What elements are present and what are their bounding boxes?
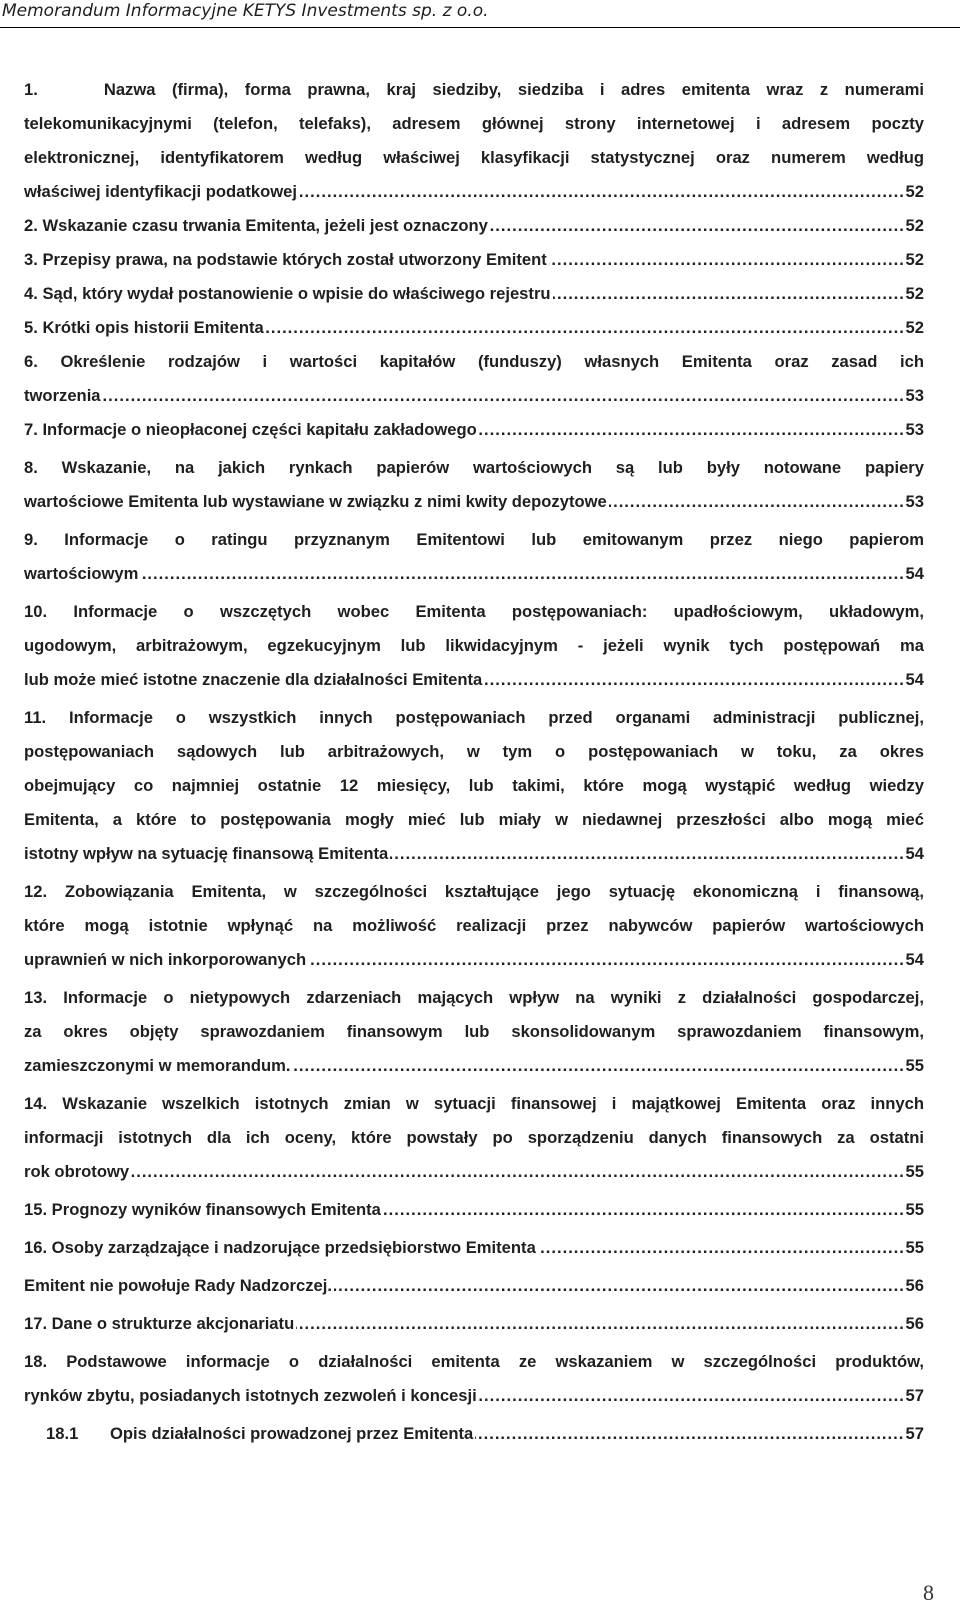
toc-entry-line: informacji istotnych dla ich oceny, które powstały po sporządzeniu danych finansowych za ostatni: [24, 1128, 924, 1147]
toc-page-number: 52: [904, 243, 924, 277]
toc-entry[interactable]: [24, 413, 924, 447]
toc-entry-last-line: [24, 311, 924, 345]
toc-entry-last-line: [24, 557, 924, 591]
toc-entry-line: ugodowym, arbitrażowym, egzekucyjnym lub likwidacyjnym - jeżeli wynik tych postępowań ma: [24, 636, 924, 655]
toc-entry[interactable]: [24, 311, 924, 345]
toc-entry-title: 7. Informacje o nieopłaconej części kapitału zakładowego: [24, 420, 477, 439]
toc-entry-title: [46, 1424, 475, 1443]
toc-entry-last-line: [24, 1269, 924, 1303]
toc-entry-last-line: [24, 485, 924, 519]
toc-entry[interactable]: [24, 523, 924, 591]
toc-sub-title: Opis działalności prowadzonej przez Emitenta: [110, 1424, 474, 1443]
toc-entry-title: 3. Przepisy prawa, na podstawie których został utworzony Emitent: [24, 250, 547, 269]
toc-entry-line: 6. Określenie rodzajów i wartości kapitałów (funduszy) własnych Emitenta oraz zasad ich: [24, 352, 924, 371]
toc-entry-line: 14. Wskazanie wszelkich istotnych zmian w sytuacji finansowej i majątkowej Emitenta oraz innych: [24, 1094, 924, 1113]
toc-page-number: 53: [904, 379, 924, 413]
toc-sub-number: 18.1: [46, 1424, 79, 1443]
toc-entry-line: obejmujący co najmniej ostatnie 12 miesięcy, lub takimi, które mogą wystąpić według wiedzy: [24, 776, 924, 795]
toc-entry[interactable]: [24, 345, 924, 413]
toc-entry-title: rok obrotowy: [24, 1162, 130, 1181]
toc-entry-line: postępowaniach sądowych lub arbitrażowych, w tym o postępowaniach w toku, za okres: [24, 742, 924, 761]
toc-entry-title: tworzenia: [24, 386, 101, 405]
toc-entry[interactable]: [24, 277, 924, 311]
toc-page-number: 57: [904, 1379, 924, 1413]
toc-entry-last-line: [24, 1155, 924, 1189]
toc-entry-title: istotny wpływ na sytuację finansową Emitenta: [24, 844, 389, 863]
toc-entry[interactable]: [24, 451, 924, 519]
toc-entry-line: które mogą istotnie wpłynąć na możliwość realizacji przez nabywców papierów wartościowych: [24, 916, 924, 935]
toc-entry-last-line: [24, 1379, 924, 1413]
toc-entry-last-line: [24, 209, 924, 243]
toc-entry-title: uprawnień w nich inkorporowanych: [24, 950, 307, 969]
toc-page-number: 53: [904, 413, 924, 447]
toc-page-number: 56: [904, 1307, 924, 1341]
toc-entry-line: za okres objęty sprawozdaniem finansowym lub skonsolidowanym sprawozdaniem finansowym,: [24, 1022, 924, 1041]
toc-page-number: 54: [904, 663, 924, 697]
toc-page-number: 52: [904, 175, 924, 209]
toc-entry-title: lub może mieć istotne znaczenie dla działalności Emitenta: [24, 670, 483, 689]
toc-entry-last-line: [24, 175, 924, 209]
toc-entry-last-line: [24, 1231, 924, 1265]
table-of-contents: [24, 73, 924, 1451]
page-number: 8: [923, 1580, 934, 1605]
toc-entry-title: 2. Wskazanie czasu trwania Emitenta, jeżeli jest oznaczony: [24, 216, 488, 235]
toc-entry-line: 10. Informacje o wszczętych wobec Emitenta postępowaniach: upadłościowym, układowym,: [24, 602, 924, 621]
running-header: Memorandum Informacyjne KETYS Investments sp. z o.o.: [2, 1, 489, 21]
toc-entry-last-line: [24, 943, 924, 977]
toc-entry-title: zamieszczonymi w memorandum.: [24, 1056, 291, 1075]
toc-entry-title: 17. Dane o strukturze akcjonariatu: [24, 1314, 295, 1333]
toc-entry-title: 5. Krótki opis historii Emitenta: [24, 318, 264, 337]
toc-entry[interactable]: [24, 1231, 924, 1265]
toc-entry-line: 1. Nazwa (firma), forma prawna, kraj siedziby, siedziba i adres emitenta wraz z numerami: [24, 80, 924, 99]
toc-entry-last-line: [24, 413, 924, 447]
toc-entry-last-line: [24, 1307, 924, 1341]
toc-entry-last-line: [24, 663, 924, 697]
toc-entry-last-line: [24, 1049, 924, 1083]
toc-page-number: 52: [904, 209, 924, 243]
toc-entry[interactable]: [24, 243, 924, 277]
toc-page-number: 55: [904, 1049, 924, 1083]
toc-entry-line: Emitenta, a które to postępowania mogły mieć lub miały w niedawnej przeszłości albo mogą mieć: [24, 810, 924, 829]
toc-entry-line: 9. Informacje o ratingu przyznanym Emitentowi lub emitowanym przez niego papierom: [24, 530, 924, 549]
toc-page-number: 57: [904, 1417, 924, 1451]
toc-entry-last-line: [46, 1417, 924, 1451]
toc-entry-line: 11. Informacje o wszystkich innych postępowaniach przed organami administracji publicznej,: [24, 708, 924, 727]
toc-page-number: 56: [904, 1269, 924, 1303]
toc-entry[interactable]: [24, 1087, 924, 1189]
toc-page-number: 54: [904, 837, 924, 871]
toc-entry-title: właściwej identyfikacji podatkowej: [24, 182, 297, 201]
toc-page-number: 55: [904, 1231, 924, 1265]
toc-entry[interactable]: [24, 1193, 924, 1227]
toc-page-number: 52: [904, 311, 924, 345]
toc-entry-title: 16. Osoby zarządzające i nadzorujące przedsiębiorstwo Emitenta: [24, 1238, 536, 1257]
toc-page-number: 55: [904, 1155, 924, 1189]
toc-entry[interactable]: [24, 875, 924, 977]
toc-entry-line: 18. Podstawowe informacje o działalności emitenta ze wskazaniem w szczególności produktów,: [24, 1352, 924, 1371]
toc-page-number: 54: [904, 557, 924, 591]
toc-entry-line: 13. Informacje o nietypowych zdarzeniach mających wpływ na wyniki z działalności gospodarczej,: [24, 988, 924, 1007]
toc-entry-title: wartościowe Emitenta lub wystawiane w związku z nimi kwity depozytowe: [24, 492, 607, 511]
toc-entry-title: wartościowym: [24, 564, 139, 583]
toc-entry[interactable]: [24, 73, 924, 209]
toc-sub-entry[interactable]: [24, 1417, 924, 1451]
toc-page-number: 54: [904, 943, 924, 977]
toc-entry-title: 15. Prognozy wyników finansowych Emitenta: [24, 1200, 381, 1219]
toc-page-number: 52: [904, 277, 924, 311]
toc-entry-last-line: [24, 277, 924, 311]
toc-page-number: 55: [904, 1193, 924, 1227]
toc-entry-line: telekomunikacyjnymi (telefon, telefaks), adresem głównej strony internetowej i adresem poczty: [24, 114, 924, 133]
toc-entry-title: Emitent nie powołuje Rady Nadzorczej.: [24, 1276, 332, 1295]
toc-entry-line: 12. Zobowiązania Emitenta, w szczególności kształtujące jego sytuację ekonomiczną i finansową,: [24, 882, 924, 901]
toc-entry[interactable]: [24, 1307, 924, 1341]
toc-entry-last-line: [24, 1193, 924, 1227]
toc-entry[interactable]: [24, 1345, 924, 1413]
toc-entry[interactable]: [24, 1269, 924, 1303]
toc-entry-last-line: [24, 837, 924, 871]
toc-entry[interactable]: [24, 209, 924, 243]
header-divider: [0, 27, 960, 28]
toc-entry-title: rynków zbytu, posiadanych istotnych zezwoleń i koncesji: [24, 1386, 477, 1405]
toc-entry-last-line: [24, 379, 924, 413]
toc-page-number: 53: [904, 485, 924, 519]
toc-entry[interactable]: [24, 981, 924, 1083]
toc-entry-title: 4. Sąd, który wydał postanowienie o wpisie do właściwego rejestru: [24, 284, 551, 303]
toc-entry-line: elektronicznej, identyfikatorem według właściwej klasyfikacji statystycznej oraz numerem według: [24, 148, 924, 167]
toc-entry[interactable]: [24, 701, 924, 871]
toc-entry[interactable]: [24, 595, 924, 697]
toc-entry-last-line: [24, 243, 924, 277]
toc-entry-line: 8. Wskazanie, na jakich rynkach papierów wartościowych są lub były notowane papiery: [24, 458, 924, 477]
